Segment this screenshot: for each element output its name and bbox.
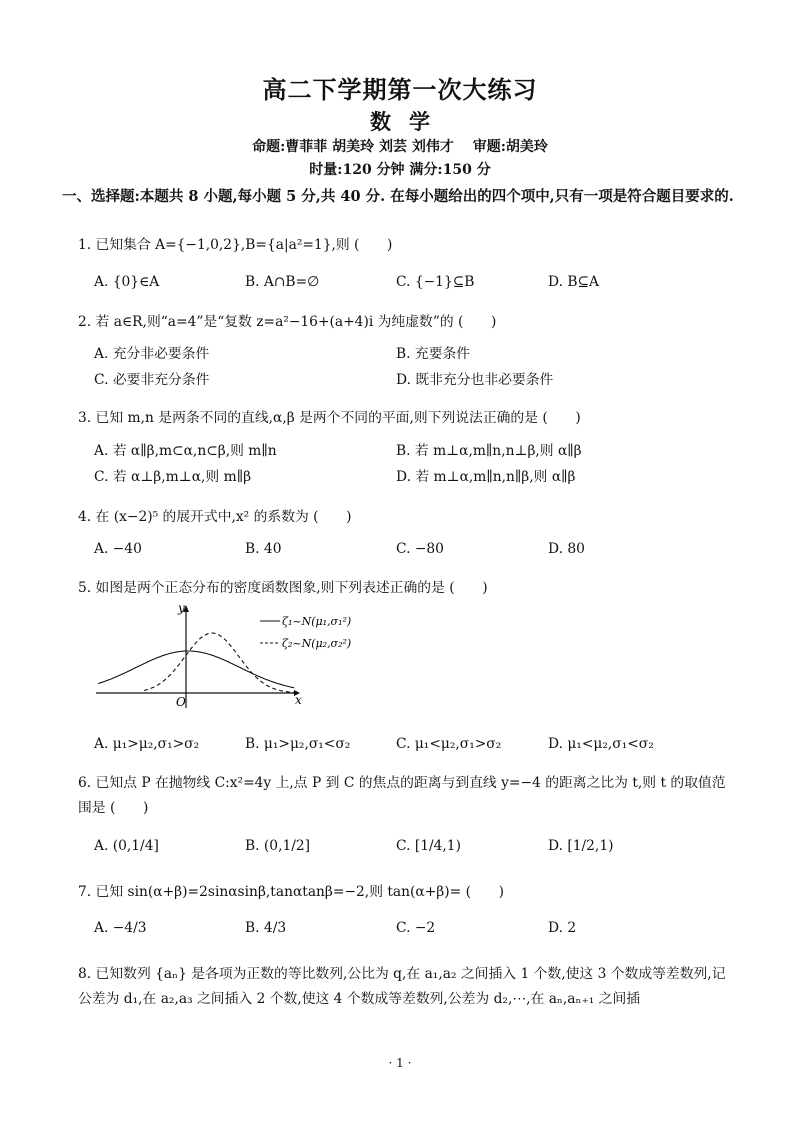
legend-label-1: ζ₁~N(μ₁,σ₁²) bbox=[282, 615, 352, 628]
q1-option-b: B. A∩B=∅ bbox=[245, 274, 320, 290]
subject-title: 数学 bbox=[370, 109, 448, 134]
q1-option-c: C. {−1}⊆B bbox=[396, 274, 475, 290]
q5-option-d: D. μ₁<μ₂,σ₁<σ₂ bbox=[548, 736, 654, 752]
q3-option-c: C. 若 α⊥β,m⊥α,则 m∥β bbox=[94, 469, 252, 485]
q3-option-a: A. 若 α∥β,m⊂α,n⊂β,则 m∥n bbox=[94, 443, 277, 459]
question-2: 2. 若 a∈R,则“a=4”是“复数 z=a²−16+(a+4)i 为纯虚数”的 ( ) bbox=[78, 314, 497, 330]
q2-option-b: B. 充要条件 bbox=[396, 346, 471, 362]
question-4: 4. 在 (x−2)⁵ 的展开式中,x² 的系数为 ( ) bbox=[78, 509, 352, 525]
q3-option-b: B. 若 m⊥α,m∥n,n⊥β,则 α∥β bbox=[396, 443, 582, 459]
q6-option-c: C. [1/4,1) bbox=[396, 838, 461, 854]
q5-option-c: C. μ₁<μ₂,σ₁>σ₂ bbox=[396, 736, 502, 752]
q1-option-a: A. {0}∈A bbox=[94, 274, 160, 290]
question-5: 5. 如图是两个正态分布的密度函数图象,则下列表述正确的是 ( ) bbox=[78, 580, 488, 596]
q7-option-b: B. 4/3 bbox=[245, 920, 287, 936]
q6-option-a: A. (0,1/4] bbox=[94, 838, 159, 854]
q5-option-b: B. μ₁>μ₂,σ₁<σ₂ bbox=[245, 736, 351, 752]
authors-line: 命题:曹菲菲 胡美玲 刘芸 刘伟才 审题:胡美玲 bbox=[252, 139, 548, 155]
question-1: 1. 已知集合 A={−1,0,2},B={a|a²=1},则 ( ) bbox=[78, 237, 393, 253]
q1-option-d: D. B⊆A bbox=[548, 274, 600, 290]
q4-option-a: A. −40 bbox=[94, 541, 142, 557]
q2-option-d: D. 既非充分也非必要条件 bbox=[396, 372, 554, 388]
q3-option-d: D. 若 m⊥α,m∥n,n∥β,则 α∥β bbox=[396, 469, 576, 485]
q7-option-c: C. −2 bbox=[396, 920, 436, 936]
q5-option-a: A. μ₁>μ₂,σ₁>σ₂ bbox=[94, 736, 200, 752]
time-score-line: 时量:120 分钟 满分:150 分 bbox=[309, 162, 491, 178]
normal-distribution-figure bbox=[92, 600, 372, 712]
page-number: · 1 · bbox=[388, 1056, 412, 1070]
q6-option-b: B. (0,1/2] bbox=[245, 838, 311, 854]
question-7: 7. 已知 sin(α+β)=2sinαsinβ,tanαtanβ=−2,则 tan(α+β)= ( ) bbox=[78, 884, 504, 900]
q2-option-c: C. 必要非充分条件 bbox=[94, 372, 210, 388]
q7-option-a: A. −4/3 bbox=[94, 920, 147, 936]
q4-option-d: D. 80 bbox=[548, 541, 585, 557]
q7-option-d: D. 2 bbox=[548, 920, 577, 936]
legend-label-2: ζ₂~N(μ₂,σ₂²) bbox=[282, 637, 352, 650]
question-6: 6. 已知点 P 在抛物线 C:x²=4y 上,点 P 到 C 的焦点的距离与到直线 y=−4 的距离之比为 t,则 t 的取值范围是 ( ) bbox=[78, 775, 726, 816]
question-8: 8. 已知数列 {aₙ} 是各项为正数的等比数列,公比为 q,在 a₁,a₂ 之间插入 1 个数,使这 3 个数成等差数列,记公差为 d₁,在 a₂,a₃ 之间插入 2 个数,使这 4 个数成等差数列,公差为 d₂,⋯,在 aₙ,aₙ₊₁ 之间插 bbox=[78, 966, 726, 1007]
y-axis-label: y bbox=[178, 601, 185, 615]
section-heading: 一、选择题:本题共 8 小题,每小题 5 分,共 40 分. 在每小题给出的四个项中,只有一项是符合题目要求的. bbox=[62, 188, 734, 205]
curve-zeta2 bbox=[144, 633, 294, 692]
q2-option-a: A. 充分非必要条件 bbox=[94, 346, 210, 362]
origin-label: O bbox=[176, 695, 186, 709]
question-3: 3. 已知 m,n 是两条不同的直线,α,β 是两个不同的平面,则下列说法正确的是 ( ) bbox=[78, 410, 581, 426]
q6-option-d: D. [1/2,1) bbox=[548, 838, 614, 854]
x-axis-label: x bbox=[295, 693, 302, 707]
exam-title: 高二下学期第一次大练习 bbox=[262, 75, 538, 104]
curve-zeta1 bbox=[98, 651, 294, 688]
q4-option-b: B. 40 bbox=[245, 541, 282, 557]
q4-option-c: C. −80 bbox=[396, 541, 444, 557]
